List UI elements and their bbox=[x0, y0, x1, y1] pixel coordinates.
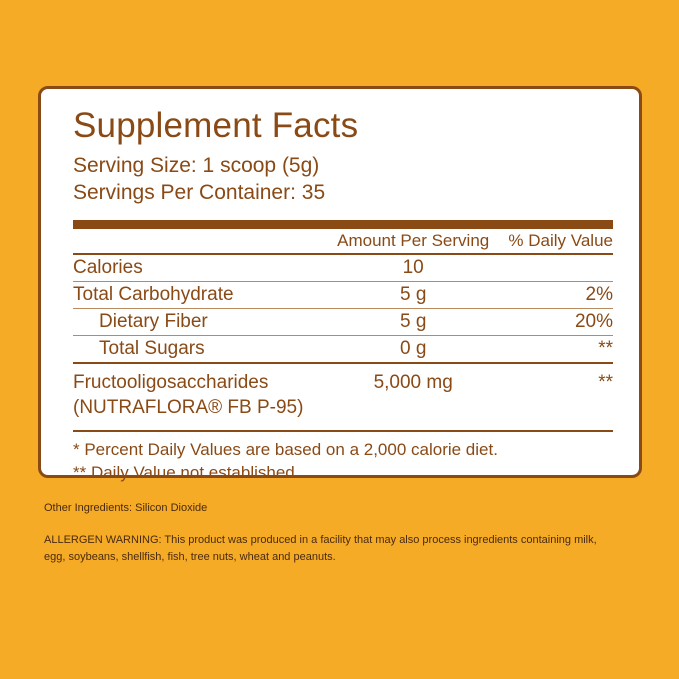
footnote-percent-daily-values: * Percent Daily Values are based on a 2,000 calorie diet. bbox=[73, 439, 498, 459]
nutrition-table bbox=[73, 229, 613, 364]
other-ingredients: Other Ingredients: Silicon Dioxide bbox=[44, 502, 208, 514]
row-amount-total-carbohydrate: 5 g bbox=[332, 282, 494, 309]
row-dv-total-carbohydrate: 2% bbox=[494, 282, 613, 309]
row-dv-calories bbox=[494, 254, 613, 282]
row-dv-total-sugars: ** bbox=[494, 336, 613, 364]
ingredient-daily-value: ** bbox=[598, 372, 613, 394]
supplement-facts-panel bbox=[38, 86, 642, 482]
ingredient-block bbox=[73, 364, 613, 420]
column-header-name bbox=[73, 229, 332, 254]
table-row bbox=[73, 336, 613, 364]
table-header-row bbox=[73, 229, 613, 254]
ingredient-amount: 5,000 mg bbox=[373, 372, 453, 394]
row-amount-total-sugars: 0 g bbox=[332, 336, 494, 364]
ingredient-name: Fructooligosaccharides bbox=[73, 372, 269, 394]
table-row bbox=[73, 282, 613, 309]
row-name-calories: Calories bbox=[73, 254, 332, 282]
column-header-daily-value: % Daily Value bbox=[494, 229, 613, 254]
panel-content bbox=[73, 107, 613, 484]
footnote-daily-value-not-established: ** Daily Value not established bbox=[73, 462, 295, 482]
table-row bbox=[73, 309, 613, 336]
row-amount-dietary-fiber: 5 g bbox=[332, 309, 494, 336]
ingredient-subname: (NUTRAFLORA® FB P-95) bbox=[73, 396, 304, 418]
thick-divider bbox=[73, 220, 613, 229]
footnotes bbox=[73, 432, 613, 485]
servings-per-container: Servings Per Container: 35 bbox=[73, 180, 326, 204]
allergen-warning: ALLERGEN WARNING: This product was produced in a facility that may also process ingredients containing milk, egg, soybeans, shellfish, fish, tree nuts, wheat and peanuts. bbox=[44, 534, 597, 564]
page-title: Supplement Facts bbox=[73, 106, 359, 145]
table-row bbox=[73, 254, 613, 282]
column-header-amount: Amount Per Serving bbox=[332, 229, 494, 254]
serving-size: Serving Size: 1 scoop (5g) bbox=[73, 153, 320, 177]
row-dv-dietary-fiber: 20% bbox=[494, 309, 613, 336]
row-name-total-carbohydrate: Total Carbohydrate bbox=[73, 282, 332, 309]
row-amount-calories: 10 bbox=[332, 254, 494, 282]
row-name-dietary-fiber: Dietary Fiber bbox=[73, 309, 332, 336]
row-name-total-sugars: Total Sugars bbox=[73, 336, 332, 364]
